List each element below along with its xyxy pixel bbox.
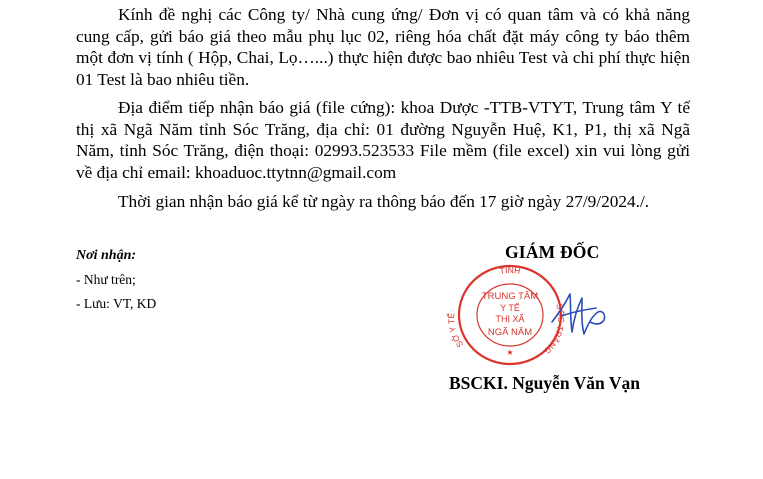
svg-text:TỈNH [499,264,521,276]
stamp-line-3: THỊ XÃ [495,314,525,324]
signer-title: GIÁM ĐỐC [505,242,600,262]
deadline-paragraph [76,191,690,213]
recipient-item: - Lưu: VT, KD [76,296,157,311]
recipients-title: Nơi nhận: [76,248,137,263]
handwritten-signature [548,288,610,338]
stamp-right-text: SÓC TRĂNG [541,302,567,357]
stamp-left-text: SỞ Y TẾ [446,312,466,350]
stamp-line-2: Y TẾ [500,303,520,313]
signer-name: BSCKI. Nguyễn Văn Vạn [449,373,640,393]
request-text: Kính đề nghị các Công ty/ Nhà cung ứng/ Đơn vị có quan tâm và có khả năng cung cấp, gửi báo giá theo mẫu phụ lục 02, riêng hóa chất đặt máy công ty báo thêm một đơn vị tính ( Hộp, Chai, Lọ…...) thực hiện được bao nhiêu Test và chi phí thực hiện 01 Test là bao nhiêu tiền. [76,5,690,89]
recipient-item: - Như trên; [76,272,136,287]
address-paragraph [76,97,690,183]
stamp-top-text: TỈNH [498,264,522,277]
stamp-star-icon: ★ [506,348,514,357]
request-paragraph [76,4,690,90]
stamp-line-4: NGÃ NĂM [487,327,533,338]
recipients-block [76,244,156,316]
address-text: Địa điểm tiếp nhận báo giá (file cứng): khoa Dược -TTB-VTYT, Trung tâm Y tế thị xã Ngã Năm tỉnh Sóc Trăng, địa chỉ: 01 đường Nguyễn Huệ, K1, P1, thị xã Ngã Năm, tỉnh Sóc Trăng, điện thoại: 02993.523533 File mềm (file excel) xin vui lòng gửi về địa chỉ email: khoaduoc.ttytnn@gmail.com [76,98,690,182]
deadline-text: Thời gian nhận báo giá kể từ ngày ra thông báo đến 17 giờ ngày 27/9/2024./. [118,192,650,211]
stamp-line-1: TRUNG TÂM [481,291,539,302]
